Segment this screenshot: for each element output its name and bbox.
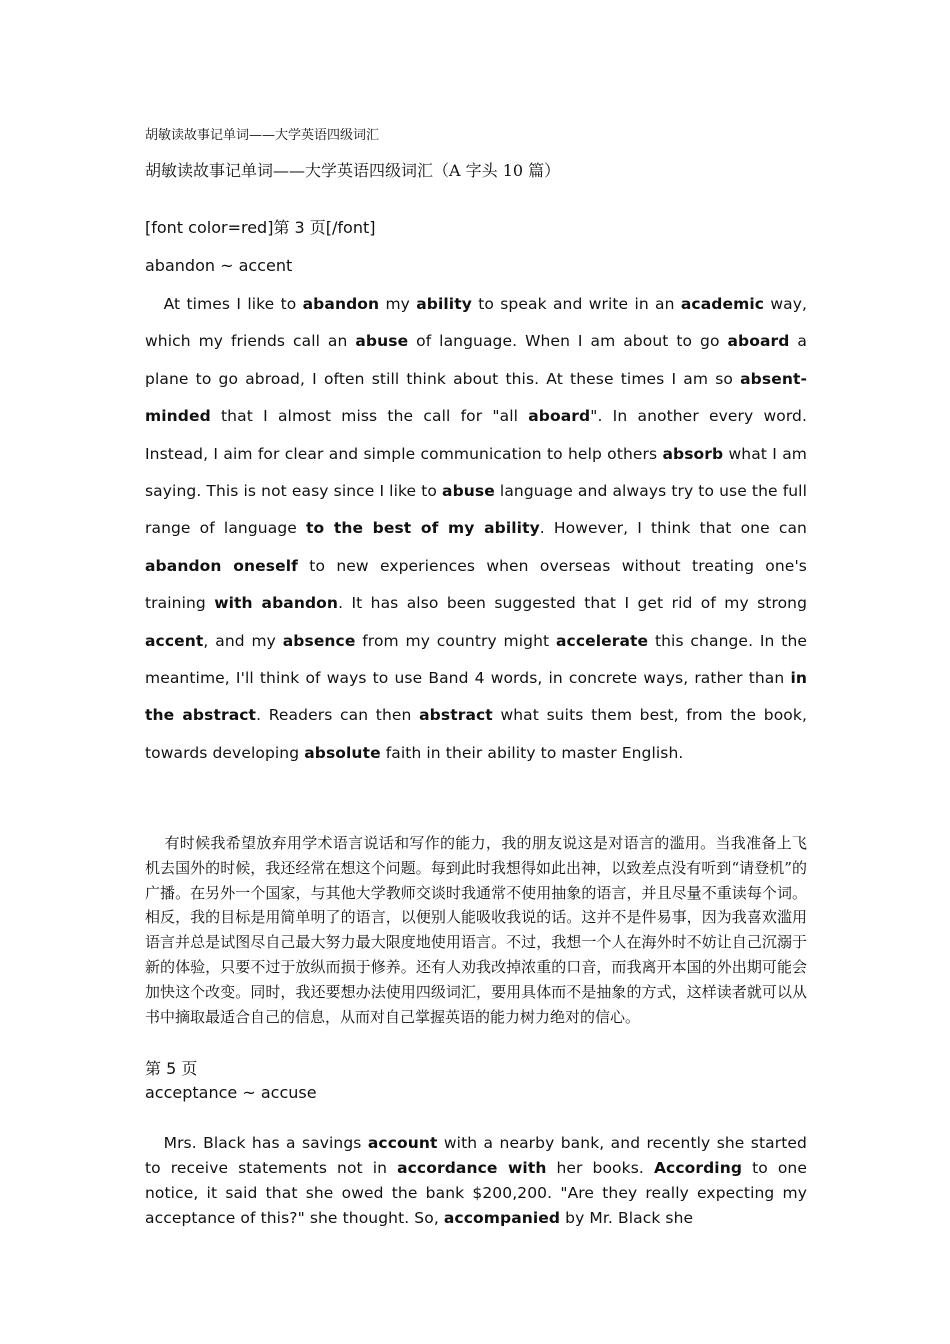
passage-1-text-run: what suits them best, from the book, towards developing: [145, 706, 807, 762]
passage-1-keyword: accelerate: [555, 631, 649, 650]
section-2-range: acceptance ~ accuse: [145, 1083, 317, 1102]
passage-1-text-run: that I almost miss the call for "all: [210, 407, 529, 426]
passage-1-text-run: At times I like to: [163, 295, 303, 313]
section-1-range: abandon ~ accent: [145, 256, 293, 275]
passage-1-keyword: absent-minded: [145, 369, 807, 426]
passage-2-text-run: to one notice, it said that she owed the bank $200,200. "Are they really expecting my acceptance of this?" she thought. So,: [145, 1159, 807, 1227]
passage-2-keyword: accordance with: [397, 1159, 547, 1177]
passage-1-keyword: accent: [145, 631, 204, 650]
passage-1-text-run: this change. In the meantime, I'll think of ways to use Band 4 words, in concrete ways, rather than: [145, 631, 808, 688]
passage-2-text-run: with a nearby bank, and recently she started to receive statements not in: [145, 1134, 807, 1177]
passage-1-text: [145, 286, 807, 772]
passage-2-text-run: her books.: [546, 1159, 654, 1177]
passage-1-keyword: aboard: [528, 407, 591, 426]
passage-2-text-run: by Mr. Black she: [560, 1209, 694, 1227]
passage-1-text-run: to speak and write in an: [471, 295, 681, 313]
passage-1-chinese-text: 有时候我希望放弃用学术语言说话和写作的能力，我的朋友说这是对语言的滥用。当我准备上飞机去国外的时候，我还经常在想这个问题。每到此时我想得如此出神，以致差点没有听到“请登机”的广播。在另外一个国家，与其他大学教师交谈时我通常不使用抽象的语言，并且尽量不重读每个词。相反，我的目标是用简单明了的语言，以便别人能吸收我说的话。这并不是件易事，因为我喜欢滥用语言并总是试图尽自己最大努力最大限度地使用语言。不过，我想一个人在海外时不妨让自己沉溺于新的体验，只要不过于放纵而损于修养。还有人劝我改掉浓重的口音，而我离开本国的外出期可能会加快这个改变。同时，我还要想办法使用四级词汇，要用具体而不是抽象的方式，这样读者就可以从书中摘取最适合自己的信息，从而对自己掌握英语的能力树力绝对的信心。: [145, 834, 807, 1026]
page-3-marker: [font color=red]第 3 页[/font]: [145, 218, 376, 237]
passage-1-text-run: of language. When I am about to go: [408, 332, 728, 351]
passage-2-keyword: accompanied: [443, 1209, 561, 1227]
passage-1-keyword: academic: [680, 295, 765, 313]
passage-1-text-run: . However, I think that one can: [539, 519, 807, 538]
passage-2-text: [145, 1131, 807, 1231]
passage-2-english: [145, 1131, 807, 1231]
passage-1-keyword: with abandon: [214, 594, 339, 613]
passage-1-keyword: absence: [282, 631, 356, 650]
passage-2-keyword: According: [653, 1159, 743, 1177]
passage-1-text-run: , and my: [203, 631, 283, 650]
passage-1-keyword: to the best of my ability: [306, 519, 540, 538]
passage-1-keyword: abuse: [442, 482, 495, 501]
passage-1-text-run: to new experiences when overseas without treating one's training: [145, 556, 807, 613]
document-subtitle: 胡敏读故事记单词——大学英语四级词汇（A 字头 10 篇）: [145, 161, 561, 180]
passage-1-text-run: . Readers can then: [256, 706, 420, 725]
passage-1-keyword: abandon: [302, 295, 380, 313]
passage-1-keyword: in the abstract: [145, 669, 807, 725]
passage-1-text-run: ". In another every word. Instead, I aim for clear and simple communication to help others: [145, 407, 807, 463]
passage-2-keyword: account: [367, 1134, 438, 1152]
passage-1-text-run: faith in their ability to master English.: [380, 743, 684, 762]
passage-1-text-run: from my country might: [355, 631, 556, 650]
passage-1-keyword: absolute: [304, 743, 381, 762]
passage-1-keyword: abuse: [355, 332, 409, 351]
passage-2-text-run: Mrs. Black has a savings: [163, 1134, 368, 1152]
passage-1-chinese: [145, 831, 807, 1029]
passage-1-text-run: . It has also been suggested that I get rid of my strong: [338, 594, 808, 613]
passage-1-english: [145, 286, 807, 772]
passage-1-text-run: what I am saying. This is not easy since I like to: [145, 444, 807, 501]
passage-1-text-run: language and always try to use the full range of language: [145, 482, 807, 538]
passage-1-text-run: a plane to go abroad, I often still think about this. At these times I am so: [145, 332, 807, 388]
passage-1-text-run: my: [379, 295, 417, 313]
passage-1-keyword: abandon oneself: [145, 556, 298, 575]
document-header-title: 胡敏读故事记单词——大学英语四级词汇: [145, 128, 380, 143]
passage-1-keyword: aboard: [727, 332, 790, 351]
passage-1-keyword: ability: [416, 295, 472, 313]
passage-1-keyword: abstract: [419, 706, 493, 725]
passage-1-text-run: way, which my friends call an: [145, 295, 808, 351]
page-5-marker: 第 5 页: [145, 1059, 198, 1078]
passage-1-keyword: absorb: [662, 444, 724, 463]
